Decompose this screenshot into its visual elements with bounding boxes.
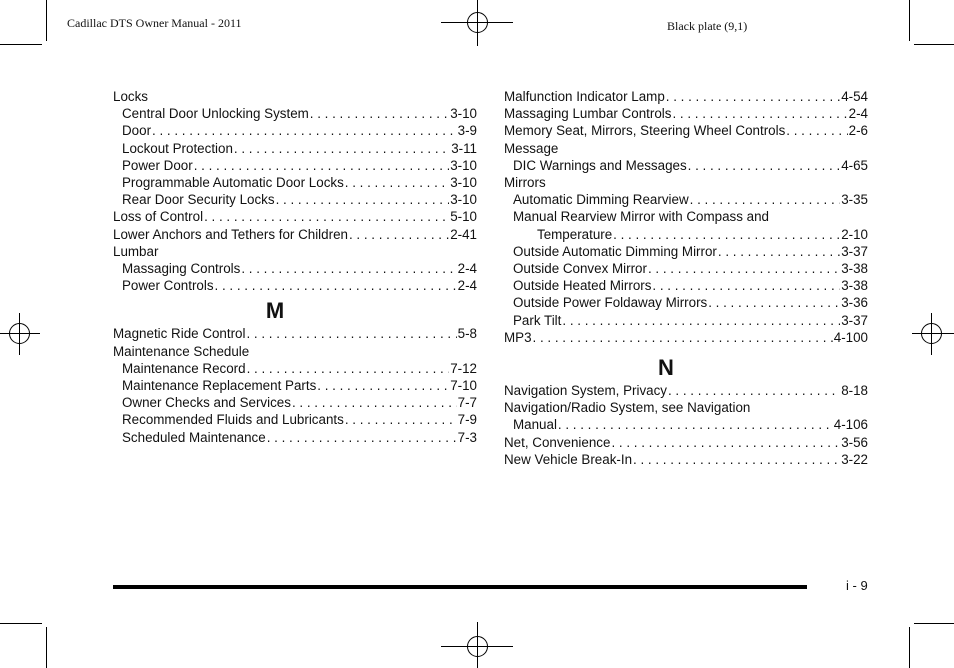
index-entry-text: Message xyxy=(504,140,559,156)
index-entry-page: 7-12 xyxy=(450,360,477,376)
section-letter-n: N xyxy=(658,355,674,381)
index-entry xyxy=(504,208,868,225)
index-entry-page: 7-10 xyxy=(450,378,477,394)
header-right: Black plate (9,1) xyxy=(667,19,748,33)
dot-leader xyxy=(648,260,840,277)
index-entry xyxy=(504,382,868,399)
index-column-right xyxy=(504,88,868,468)
index-entry-text: Central Door Unlocking System xyxy=(122,106,309,122)
index-column-left xyxy=(113,88,477,446)
index-entry xyxy=(113,243,477,260)
dot-leader xyxy=(533,329,833,346)
dot-leader xyxy=(345,174,449,191)
index-entry-text: Lumbar xyxy=(113,243,159,259)
index-entry xyxy=(113,226,477,243)
index-entry-text: Navigation/Radio System, see Navigation xyxy=(504,400,751,416)
index-entry xyxy=(504,260,868,277)
index-entry xyxy=(504,140,868,157)
dot-leader xyxy=(633,451,840,468)
index-entry-page: 3-10 xyxy=(450,192,477,208)
index-list-l xyxy=(113,88,477,294)
dot-leader xyxy=(558,416,833,433)
index-entry-text: Malfunction Indicator Lamp xyxy=(504,89,665,104)
index-entry-text: Net, Convenience xyxy=(504,434,611,450)
dot-leader xyxy=(310,105,449,122)
dot-leader xyxy=(247,360,450,377)
index-entry-page: 3-56 xyxy=(841,434,868,450)
index-entry xyxy=(113,191,477,208)
index-entry-page: 4-100 xyxy=(833,329,868,345)
index-entry xyxy=(504,294,868,311)
index-entry-page: 3-11 xyxy=(451,140,477,156)
dot-leader xyxy=(204,208,449,225)
index-entry-page: 3-37 xyxy=(841,243,868,259)
index-entry-page: 2-10 xyxy=(841,226,868,242)
index-entry-text: Manual Rearview Mirror with Compass and xyxy=(513,209,769,225)
dot-leader xyxy=(672,105,847,122)
dot-leader xyxy=(246,325,456,342)
index-entry-text: Power Controls xyxy=(122,278,214,294)
index-entry-text: Owner Checks and Services xyxy=(122,395,291,411)
index-entry-text: MP3 xyxy=(504,329,532,345)
header-left: Cadillac DTS Owner Manual - 2011 xyxy=(67,16,242,30)
index-entry xyxy=(504,434,868,451)
index-entry xyxy=(113,208,477,225)
index-entry-page: 3-10 xyxy=(450,157,477,173)
index-entry xyxy=(113,157,477,174)
index-entry-text: Outside Power Foldaway Mirrors xyxy=(513,295,708,311)
dot-leader xyxy=(349,226,449,243)
index-entry-text: Loss of Control xyxy=(113,209,204,225)
index-entry-page: 5-8 xyxy=(457,326,477,342)
index-entry xyxy=(504,88,868,105)
index-entry xyxy=(113,140,477,157)
index-entry-text: Temperature xyxy=(537,226,613,242)
dot-leader xyxy=(152,122,457,139)
index-entry-page: 3-10 xyxy=(450,106,477,122)
index-entry xyxy=(504,277,868,294)
index-entry xyxy=(113,325,477,342)
index-entry-text: Lower Anchors and Tethers for Children xyxy=(113,226,348,242)
dot-leader xyxy=(688,157,841,174)
index-entry xyxy=(113,260,477,277)
index-entry-text: Mirrors xyxy=(504,175,546,191)
dot-leader xyxy=(666,88,840,105)
index-entry-page: 2-4 xyxy=(848,106,868,122)
index-entry-text: Scheduled Maintenance xyxy=(122,429,266,445)
index-entry xyxy=(113,88,477,105)
index-entry xyxy=(504,329,868,346)
index-entry-page: 2-4 xyxy=(457,278,477,294)
index-entry xyxy=(504,226,868,243)
index-entry-text: Automatic Dimming Rearview xyxy=(513,192,689,208)
index-entry xyxy=(113,122,477,139)
index-entry-text: Door xyxy=(122,123,152,139)
dot-leader xyxy=(562,312,840,329)
index-entry xyxy=(504,416,868,433)
index-entry-page: 3-36 xyxy=(841,295,868,311)
index-entry xyxy=(504,399,868,416)
index-entry xyxy=(504,157,868,174)
index-entry-text: New Vehicle Break-In xyxy=(504,451,633,467)
index-entry-page: 3-35 xyxy=(841,192,868,208)
index-entry-text: DIC Warnings and Messages xyxy=(513,157,687,173)
index-entry-page: 3-10 xyxy=(450,175,477,191)
page-number: i - 9 xyxy=(846,578,868,593)
index-entry xyxy=(113,174,477,191)
index-list-n xyxy=(504,382,868,468)
index-entry-page: 2-6 xyxy=(848,123,868,139)
index-entry xyxy=(113,429,477,446)
dot-leader xyxy=(690,191,841,208)
index-entry-page: 3-37 xyxy=(841,312,868,328)
index-list-m-continued xyxy=(504,88,868,346)
index-entry-text: Massaging Controls xyxy=(122,261,241,277)
index-entry-text: Maintenance Replacement Parts xyxy=(122,378,317,394)
dot-leader xyxy=(652,277,840,294)
index-entry-text: Memory Seat, Mirrors, Steering Wheel Controls xyxy=(504,123,786,139)
index-entry-page: 8-18 xyxy=(841,383,868,399)
dot-leader xyxy=(215,277,457,294)
index-entry-page: 3-38 xyxy=(841,261,868,277)
index-entry-page: 2-4 xyxy=(457,261,477,277)
dot-leader xyxy=(317,377,449,394)
index-entry-page: 3-9 xyxy=(457,123,477,139)
index-entry-page: 2-41 xyxy=(450,226,477,242)
dot-leader xyxy=(241,260,456,277)
dot-leader xyxy=(611,434,840,451)
index-entry-text: Rear Door Security Locks xyxy=(122,192,275,208)
dot-leader xyxy=(345,411,457,428)
index-entry-text: Massaging Lumbar Controls xyxy=(504,106,672,122)
footer-rule xyxy=(113,585,807,589)
index-entry-page: 7-9 xyxy=(457,412,477,428)
index-entry-text: Navigation System, Privacy xyxy=(504,383,667,399)
index-entry xyxy=(113,360,477,377)
index-entry-page: 4-106 xyxy=(833,417,868,433)
index-entry xyxy=(504,105,868,122)
index-entry-text: Lockout Protection xyxy=(122,140,233,156)
dot-leader xyxy=(234,140,450,157)
index-entry xyxy=(504,451,868,468)
index-entry xyxy=(504,122,868,139)
index-entry xyxy=(504,174,868,191)
index-entry xyxy=(113,394,477,411)
index-entry xyxy=(113,343,477,360)
index-entry-text: Programmable Automatic Door Locks xyxy=(122,175,344,191)
index-entry-text: Power Door xyxy=(122,157,193,173)
index-entry xyxy=(113,377,477,394)
dot-leader xyxy=(786,122,847,139)
dot-leader xyxy=(708,294,840,311)
index-entry xyxy=(504,312,868,329)
index-entry-page: 5-10 xyxy=(450,209,477,225)
index-entry-text: Outside Convex Mirror xyxy=(513,261,647,277)
index-entry-page: 4-65 xyxy=(841,157,868,173)
index-entry-page: 3-38 xyxy=(841,278,868,294)
dot-leader xyxy=(276,191,450,208)
index-entry-text: Locks xyxy=(113,89,148,104)
index-entry xyxy=(113,277,477,294)
dot-leader xyxy=(613,226,840,243)
dot-leader xyxy=(267,429,457,446)
dot-leader xyxy=(668,382,840,399)
dot-leader xyxy=(194,157,449,174)
section-letter-m: M xyxy=(265,298,285,324)
index-entry-text: Park Tilt xyxy=(513,312,562,328)
index-entry xyxy=(504,191,868,208)
index-entry-page: 3-22 xyxy=(841,451,868,467)
index-entry xyxy=(504,243,868,260)
index-entry-page: 4-54 xyxy=(841,89,868,104)
index-entry-text: Maintenance Record xyxy=(122,360,246,376)
index-entry-text: Recommended Fluids and Lubricants xyxy=(122,412,344,428)
index-entry-text: Magnetic Ride Control xyxy=(113,326,246,342)
index-entry-text: Outside Automatic Dimming Mirror xyxy=(513,243,717,259)
index-entry-text: Maintenance Schedule xyxy=(113,343,250,359)
dot-leader xyxy=(292,394,457,411)
index-list-m xyxy=(113,325,477,445)
index-entry-page: 7-3 xyxy=(457,429,477,445)
index-entry-page: 7-7 xyxy=(457,395,477,411)
index-entry xyxy=(113,105,477,122)
index-entry-text: Manual xyxy=(513,417,557,433)
index-entry xyxy=(113,411,477,428)
dot-leader xyxy=(718,243,840,260)
index-entry-text: Outside Heated Mirrors xyxy=(513,278,652,294)
